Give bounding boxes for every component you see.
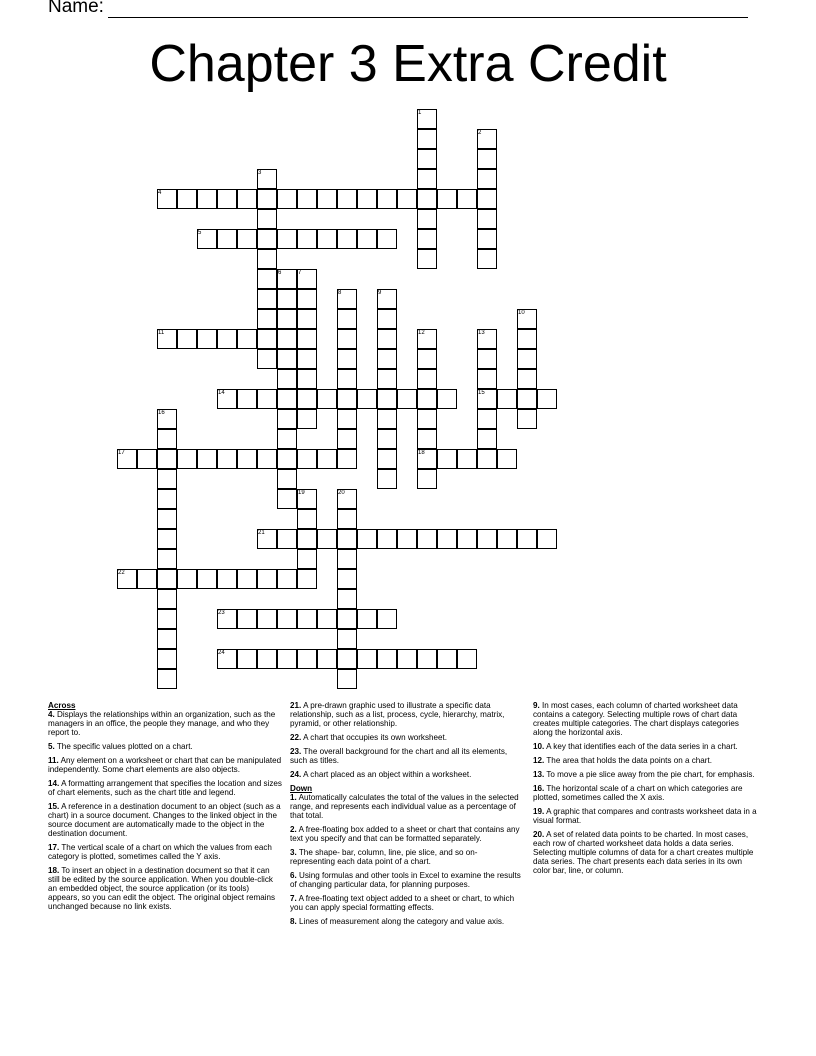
crossword-cell[interactable]	[537, 389, 557, 409]
crossword-cell[interactable]	[177, 329, 197, 349]
crossword-cell[interactable]	[337, 529, 357, 549]
crossword-cell[interactable]	[277, 649, 297, 669]
crossword-cell[interactable]	[337, 449, 357, 469]
crossword-cell[interactable]	[277, 369, 297, 389]
crossword-cell[interactable]	[417, 429, 437, 449]
clue-text: The area that holds the data points on a chart.	[544, 756, 712, 765]
clue-number: 20.	[533, 830, 545, 839]
crossword-cell[interactable]	[517, 329, 537, 349]
clue-column-2	[290, 701, 522, 931]
crossword-cell[interactable]	[177, 189, 197, 209]
down-clue	[290, 894, 522, 912]
crossword-cell[interactable]	[257, 649, 277, 669]
crossword-cell[interactable]	[297, 409, 317, 429]
clue-text: Using formulas and other tools in Excel to examine the results of changing particular data, for planning purposes.	[290, 871, 521, 889]
crossword-cell[interactable]	[297, 369, 317, 389]
crossword-cell[interactable]	[157, 469, 177, 489]
crossword-cell[interactable]	[197, 569, 217, 589]
crossword-cell[interactable]	[237, 329, 257, 349]
crossword-cell[interactable]	[337, 329, 357, 349]
crossword-cell[interactable]	[337, 429, 357, 449]
crossword-cell[interactable]	[157, 529, 177, 549]
clue-number-9: 9	[378, 290, 382, 296]
crossword-cell[interactable]	[337, 349, 357, 369]
crossword-cell[interactable]	[277, 389, 297, 409]
crossword-cell[interactable]	[337, 229, 357, 249]
crossword-cell[interactable]	[277, 229, 297, 249]
crossword-cell[interactable]	[517, 369, 537, 389]
crossword-cell[interactable]	[517, 529, 537, 549]
down-clue	[290, 917, 522, 926]
clue-number-22: 22	[118, 570, 125, 576]
across-clue	[48, 779, 282, 797]
across-clue	[48, 843, 282, 861]
crossword-cell[interactable]	[197, 329, 217, 349]
crossword-cell[interactable]	[237, 449, 257, 469]
crossword-cell[interactable]	[377, 469, 397, 489]
crossword-cell[interactable]	[157, 649, 177, 669]
crossword-cell[interactable]	[297, 649, 317, 669]
crossword-cell[interactable]	[337, 389, 357, 409]
clue-number-13: 13	[478, 330, 485, 336]
crossword-cell[interactable]	[357, 649, 377, 669]
crossword-cell[interactable]	[437, 449, 457, 469]
clue-text: Automatically calculates the total of the values in the selected range, and represents each individual value as a percentage of that total.	[290, 793, 519, 820]
clue-number: 6.	[290, 871, 297, 880]
crossword-cell[interactable]	[517, 349, 537, 369]
crossword-cell[interactable]	[437, 389, 457, 409]
clue-number-8: 8	[338, 290, 342, 296]
crossword-cell[interactable]	[357, 529, 377, 549]
crossword-cell[interactable]	[417, 149, 437, 169]
crossword-cell[interactable]	[157, 629, 177, 649]
crossword-cell[interactable]	[477, 429, 497, 449]
clue-number-18: 18	[418, 450, 425, 456]
crossword-cell[interactable]	[257, 609, 277, 629]
clue-number: 3.	[290, 848, 297, 857]
down-clue	[533, 770, 759, 779]
crossword-cell[interactable]	[457, 529, 477, 549]
crossword-cell[interactable]	[517, 409, 537, 429]
crossword-cell[interactable]	[317, 529, 337, 549]
clue-text: Lines of measurement along the category and value axis.	[296, 917, 505, 926]
clue-number-14: 14	[218, 390, 225, 396]
clue-number-11: 11	[158, 330, 165, 336]
page-title: Chapter 3 Extra Credit	[149, 35, 667, 93]
crossword-cell[interactable]	[297, 449, 317, 469]
crossword-cell[interactable]	[257, 329, 277, 349]
crossword-cell[interactable]	[477, 149, 497, 169]
crossword-cell[interactable]	[377, 649, 397, 669]
crossword-cell[interactable]	[437, 529, 457, 549]
down-clue	[533, 807, 759, 825]
down-clue	[290, 848, 522, 866]
crossword-cell[interactable]	[417, 389, 437, 409]
crossword-cell[interactable]	[497, 449, 517, 469]
crossword-cell[interactable]	[157, 449, 177, 469]
crossword-cell[interactable]	[337, 569, 357, 589]
crossword-cell[interactable]	[457, 649, 477, 669]
crossword-cell[interactable]	[477, 349, 497, 369]
down-clue	[533, 756, 759, 765]
across-clue	[290, 770, 522, 779]
crossword-cell[interactable]	[377, 229, 397, 249]
crossword-cell[interactable]	[317, 389, 337, 409]
clue-column-3	[533, 701, 759, 880]
down-clue	[533, 784, 759, 802]
crossword-cell[interactable]	[377, 329, 397, 349]
crossword-cell[interactable]	[217, 229, 237, 249]
crossword-cell[interactable]	[337, 369, 357, 389]
crossword-cell[interactable]	[477, 409, 497, 429]
crossword-cell[interactable]	[297, 529, 317, 549]
crossword-cell[interactable]	[337, 609, 357, 629]
crossword-cell[interactable]	[277, 609, 297, 629]
clue-text: A free-floating text object added to a sheet or chart, to which you can apply special formatting effects.	[290, 894, 515, 912]
crossword-cell[interactable]	[337, 309, 357, 329]
crossword-cell[interactable]	[217, 189, 237, 209]
crossword-cell[interactable]	[137, 569, 157, 589]
clue-number: 4.	[48, 710, 55, 719]
crossword-cell[interactable]	[257, 189, 277, 209]
crossword-cell[interactable]	[477, 209, 497, 229]
crossword-cell[interactable]	[497, 389, 517, 409]
crossword-cell[interactable]	[337, 589, 357, 609]
crossword-cell[interactable]	[377, 189, 397, 209]
across-clue	[48, 756, 282, 774]
clue-number-21: 21	[258, 530, 265, 536]
crossword-cell[interactable]	[157, 549, 177, 569]
name-label: Name:	[48, 0, 104, 17]
crossword-cell[interactable]	[417, 469, 437, 489]
crossword-cell[interactable]	[277, 309, 297, 329]
crossword-cell[interactable]	[237, 649, 257, 669]
crossword-cell[interactable]	[277, 189, 297, 209]
across-clue	[290, 701, 522, 728]
crossword-cell[interactable]	[477, 369, 497, 389]
crossword-cell[interactable]	[237, 389, 257, 409]
across-clue	[48, 802, 282, 838]
clue-number-23: 23	[218, 610, 225, 616]
crossword-cell[interactable]	[317, 189, 337, 209]
clue-number-12: 12	[418, 330, 425, 336]
crossword-cell[interactable]	[417, 349, 437, 369]
crossword-cell[interactable]	[197, 449, 217, 469]
crossword-cell[interactable]	[537, 529, 557, 549]
clue-text: A pre-drawn graphic used to illustrate a specific data relationship, such as a list, process, cycle, hierarchy, matrix, pyramid, or other relationship.	[290, 701, 505, 728]
crossword-cell[interactable]	[397, 189, 417, 209]
crossword-cell[interactable]	[257, 449, 277, 469]
crossword-cell[interactable]	[177, 569, 197, 589]
clue-text: Displays the relationships within an organization, such as the managers in an office, the people they manage, and who they report to.	[48, 710, 276, 737]
crossword-cell[interactable]	[417, 249, 437, 269]
crossword-cell[interactable]	[337, 629, 357, 649]
crossword-cell[interactable]	[277, 289, 297, 309]
crossword-cell[interactable]	[377, 349, 397, 369]
crossword-cell[interactable]	[197, 189, 217, 209]
crossword-cell[interactable]	[257, 229, 277, 249]
clue-number: 2.	[290, 825, 297, 834]
clue-number: 1.	[290, 793, 297, 802]
crossword-cell[interactable]	[397, 389, 417, 409]
across-clue	[48, 742, 282, 751]
crossword-cell[interactable]	[517, 389, 537, 409]
clue-number: 23.	[290, 747, 302, 756]
down-clue	[290, 825, 522, 843]
crossword-cell[interactable]	[257, 289, 277, 309]
crossword-cell[interactable]	[337, 189, 357, 209]
crossword-cell[interactable]	[277, 569, 297, 589]
crossword-cell[interactable]	[257, 389, 277, 409]
clue-number: 10.	[533, 742, 545, 751]
across-clue	[290, 733, 522, 742]
crossword-cell[interactable]	[457, 449, 477, 469]
down-clue	[533, 742, 759, 751]
crossword-cell[interactable]	[377, 609, 397, 629]
crossword-cell[interactable]	[237, 609, 257, 629]
clue-number: 11.	[48, 756, 59, 765]
crossword-cell[interactable]	[477, 229, 497, 249]
crossword-cell[interactable]	[257, 249, 277, 269]
crossword-cell[interactable]	[337, 669, 357, 689]
crossword-cell[interactable]	[397, 649, 417, 669]
crossword-cell[interactable]	[177, 449, 197, 469]
clue-text: A graphic that compares and contrasts worksheet data in a visual format.	[533, 807, 757, 825]
crossword-cell[interactable]	[277, 329, 297, 349]
crossword-cell[interactable]	[417, 129, 437, 149]
crossword-cell[interactable]	[497, 529, 517, 549]
crossword-cell[interactable]	[257, 569, 277, 589]
down-clue	[290, 793, 522, 820]
across-clue	[48, 866, 282, 911]
crossword-cell[interactable]	[277, 469, 297, 489]
clue-number-16: 16	[158, 410, 165, 416]
crossword-cell[interactable]	[297, 189, 317, 209]
crossword-cell[interactable]	[297, 609, 317, 629]
clue-text: A chart that occupies its own worksheet.	[301, 733, 448, 742]
crossword-cell[interactable]	[217, 329, 237, 349]
clue-number: 19.	[533, 807, 545, 816]
crossword-cell[interactable]	[377, 529, 397, 549]
crossword-cell[interactable]	[377, 389, 397, 409]
crossword-cell[interactable]	[277, 409, 297, 429]
crossword-cell[interactable]	[437, 189, 457, 209]
crossword-cell[interactable]	[277, 449, 297, 469]
crossword-cell[interactable]	[137, 449, 157, 469]
clue-number: 17.	[48, 843, 60, 852]
crossword-cell[interactable]	[297, 349, 317, 369]
clue-number-17: 17	[118, 450, 125, 456]
crossword-cell[interactable]	[157, 609, 177, 629]
crossword-cell[interactable]	[237, 569, 257, 589]
clue-text: The horizontal scale of a chart on which categories are plotted, sometimes called the X axis.	[533, 784, 743, 802]
crossword-cell[interactable]	[257, 309, 277, 329]
crossword-cell[interactable]	[357, 609, 377, 629]
clue-text: The overall background for the chart and all its elements, such as titles.	[290, 747, 508, 765]
crossword-cell[interactable]	[417, 189, 437, 209]
crossword-cell[interactable]	[277, 349, 297, 369]
crossword-cell[interactable]	[317, 229, 337, 249]
crossword-cell[interactable]	[317, 609, 337, 629]
clue-text: A set of related data points to be charted. In most cases, each row of charted worksheet data holds a data series. Selecting multiple columns of data for a chart creates multiple data series. The chart presents each data series in its own color bar, line, or column.	[533, 830, 754, 875]
crossword-cell[interactable]	[297, 289, 317, 309]
crossword-cell[interactable]	[417, 229, 437, 249]
crossword-cell[interactable]	[317, 449, 337, 469]
crossword-cell[interactable]	[157, 589, 177, 609]
clue-number: 5.	[48, 742, 55, 751]
crossword-cell[interactable]	[377, 449, 397, 469]
crossword-cell[interactable]	[337, 649, 357, 669]
crossword-cell[interactable]	[297, 569, 317, 589]
crossword-cell[interactable]	[237, 229, 257, 249]
crossword-cell[interactable]	[477, 529, 497, 549]
clue-number: 9.	[533, 701, 540, 710]
clue-number: 21.	[290, 701, 302, 710]
crossword-cell[interactable]	[277, 429, 297, 449]
crossword-cell[interactable]	[417, 369, 437, 389]
clue-text: The specific values plotted on a chart.	[54, 742, 193, 751]
clue-number-1: 1	[418, 110, 422, 116]
crossword-cell[interactable]	[237, 189, 257, 209]
crossword-cell[interactable]	[377, 369, 397, 389]
clue-number-2: 2	[478, 130, 482, 136]
down-clue	[533, 830, 759, 875]
clue-column-1	[48, 701, 282, 916]
crossword-cell[interactable]	[297, 389, 317, 409]
crossword-cell[interactable]	[397, 529, 417, 549]
crossword-cell[interactable]	[297, 509, 317, 529]
crossword-cell[interactable]	[277, 489, 297, 509]
crossword-cell[interactable]	[457, 189, 477, 209]
clue-text: In most cases, each column of charted worksheet data contains a category. Selecting multiple rows of chart data creates multiple categories. The chart displays categories along the horizontal axis.	[533, 701, 739, 737]
clue-number: 16.	[533, 784, 545, 793]
clue-number: 18.	[48, 866, 60, 875]
crossword-cell[interactable]	[297, 229, 317, 249]
crossword-cell[interactable]	[157, 669, 177, 689]
clue-number: 22.	[290, 733, 302, 742]
crossword-cell[interactable]	[257, 209, 277, 229]
crossword-cell[interactable]	[157, 429, 177, 449]
crossword-cell[interactable]	[337, 409, 357, 429]
crossword-cell[interactable]	[277, 529, 297, 549]
clue-number: 13.	[533, 770, 545, 779]
crossword-cell[interactable]	[297, 549, 317, 569]
clue-number: 15.	[48, 802, 60, 811]
crossword-cell[interactable]	[257, 349, 277, 369]
crossword-cell[interactable]	[357, 389, 377, 409]
crossword-cell[interactable]	[437, 649, 457, 669]
clue-text: A chart placed as an object within a worksheet.	[301, 770, 472, 779]
clue-number: 7.	[290, 894, 297, 903]
clue-number-4: 4	[158, 190, 162, 196]
crossword-cell[interactable]	[157, 509, 177, 529]
clue-number-3: 3	[258, 170, 262, 176]
across-clue	[290, 747, 522, 765]
crossword-cell[interactable]	[357, 189, 377, 209]
crossword-cell[interactable]	[417, 649, 437, 669]
down-clue	[290, 871, 522, 889]
clue-number: 14.	[48, 779, 60, 788]
crossword-cell[interactable]	[417, 209, 437, 229]
clue-number: 8.	[290, 917, 297, 926]
crossword-cell[interactable]	[157, 569, 177, 589]
clue-number: 12.	[533, 756, 545, 765]
crossword-cell[interactable]	[377, 409, 397, 429]
crossword-cell[interactable]	[417, 409, 437, 429]
crossword-cell[interactable]	[317, 649, 337, 669]
crossword-cell[interactable]	[297, 329, 317, 349]
crossword-cell[interactable]	[297, 309, 317, 329]
crossword-cell[interactable]	[157, 489, 177, 509]
clue-number-20: 20	[338, 490, 345, 496]
crossword-cell[interactable]	[477, 249, 497, 269]
crossword-cell[interactable]	[417, 529, 437, 549]
clue-number-15: 15	[478, 390, 485, 396]
clue-text: A reference in a destination document to an object (such as a chart) in a source document. Changes to the linked object in the source document are automatically made to the object in the destination document.	[48, 802, 281, 838]
clue-text: To insert an object in a destination document so that it can still be edited by the source application. When you double-click an embedded object, the source application (or its tools) appears, so you can edit the object. The original object remains unchanged because no link exists.	[48, 866, 276, 911]
clue-number-7: 7	[298, 270, 302, 276]
clue-text: To move a pie slice away from the pie chart, for emphasis.	[544, 770, 755, 779]
down-heading: Down	[290, 784, 313, 793]
clue-text: The shape- bar, column, line, pie slice, and so on- representing each data point of a chart.	[290, 848, 478, 866]
clue-text: A key that identifies each of the data series in a chart.	[544, 742, 738, 751]
crossword-cell[interactable]	[417, 169, 437, 189]
clue-number-10: 10	[518, 310, 525, 316]
clue-number-24: 24	[218, 650, 225, 656]
clue-text: Any element on a worksheet or chart that can be manipulated independently. Some chart elements are also objects.	[48, 756, 282, 774]
crossword-cell[interactable]	[217, 569, 237, 589]
clue-number-19: 19	[298, 490, 305, 496]
crossword-cell[interactable]	[357, 229, 377, 249]
clue-number-5: 5	[198, 230, 202, 236]
crossword-cell[interactable]	[337, 549, 357, 569]
clue-text: A free-floating box added to a sheet or chart that contains any text you specify and that can be formatted separately.	[290, 825, 520, 843]
across-heading: Across	[48, 701, 76, 710]
clue-number-6: 6	[278, 270, 282, 276]
across-clue	[48, 710, 282, 737]
crossword-cell[interactable]	[477, 189, 497, 209]
crossword-cell[interactable]	[477, 169, 497, 189]
crossword-cell[interactable]	[337, 509, 357, 529]
crossword-cell[interactable]	[377, 429, 397, 449]
clue-text: The vertical scale of a chart on which the values from each category is plotted, sometimes called the Y axis.	[48, 843, 272, 861]
down-clue	[533, 701, 759, 737]
crossword-cell[interactable]	[257, 269, 277, 289]
clue-text: A formatting arrangement that specifies the location and sizes of chart elements, such as the chart title and legend.	[48, 779, 282, 797]
clue-number: 24.	[290, 770, 302, 779]
crossword-cell[interactable]	[377, 309, 397, 329]
crossword-cell[interactable]	[477, 449, 497, 469]
crossword-cell[interactable]	[217, 449, 237, 469]
